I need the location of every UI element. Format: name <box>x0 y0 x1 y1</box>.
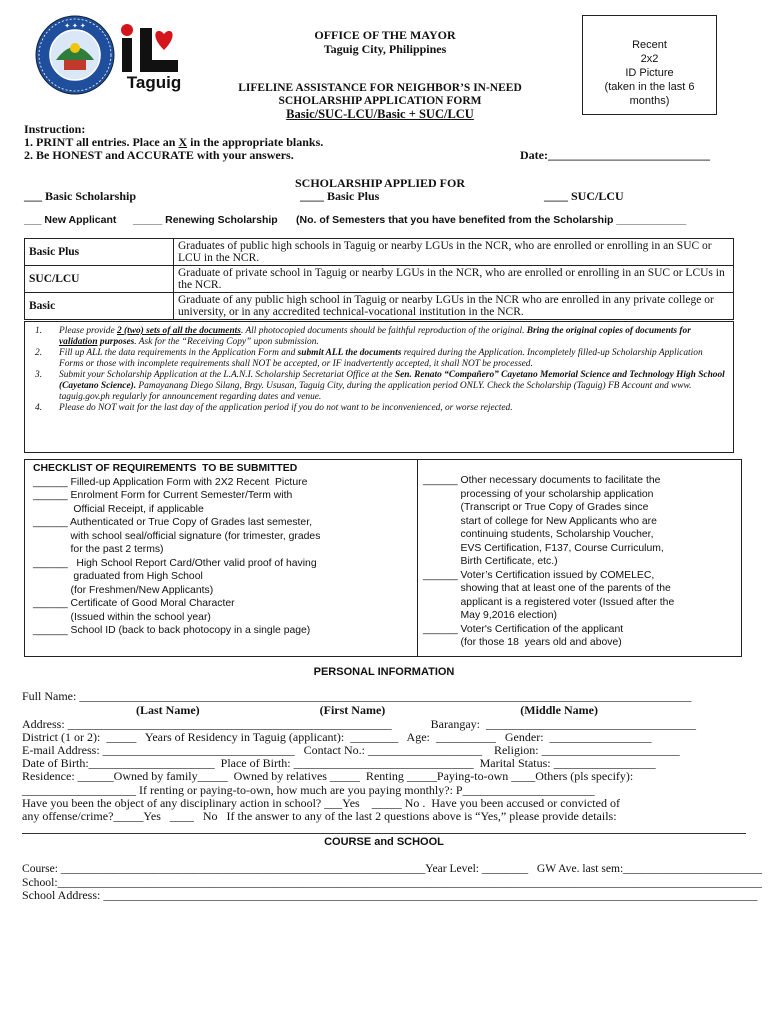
semesters-field[interactable]: (No. of Semesters that you have benefited from the Scholarship ____________ <box>296 214 687 226</box>
date-field[interactable]: Date:___________________________ <box>520 148 710 162</box>
table-row <box>25 239 734 266</box>
checklist-item: applicant is a registered voter (Issued after the <box>423 596 675 608</box>
checklist-item[interactable]: ______ Filled-up Application Form with 2X2 Recent Picture <box>33 476 308 488</box>
instruction-2: 2. Be HONEST and ACCURATE with your answers. Date:___________________________ <box>24 148 710 162</box>
type-description: Graduates of public high schools in Taguig or nearby LGUs in the NCR, who are enrolled or enrolling in an SUC or LCU in the NCR. <box>174 239 734 266</box>
city-seal-logo <box>34 14 116 96</box>
form-field-row[interactable]: ___________________ If renting or paying-to-own, how much are you paying monthly?: P______________________ <box>22 783 595 797</box>
type-label: SUC/LCU <box>25 266 174 293</box>
note-item: 2. Fill up ALL the data requirements in the Application Form and submit ALL the documents required during the Application. Incompletely filled-up Scholarship Application Forms or those with incomplete requirements shall NOT be accepted, or IF inadvertently accepted, it shall NOT be processed. <box>35 348 703 369</box>
type-description: Graduate of any public high school in Taguig or nearby LGUs in the NCR who are enrolled in any private college or university, or in any accredited technical-vocational institution in the NCR. <box>174 293 734 320</box>
renewing-option[interactable]: _____ Renewing Scholarship <box>133 214 278 226</box>
id-picture-box <box>582 15 717 115</box>
suc-lcu-option[interactable]: ____ SUC/LCU <box>544 189 624 203</box>
checklist-left-column <box>33 462 418 638</box>
instructions <box>24 123 744 162</box>
table-row <box>25 266 734 293</box>
scholarship-types-table <box>24 238 734 320</box>
checklist-item[interactable]: ______ Enrolment Form for Current Semester/Term with <box>33 490 293 501</box>
requirements-checklist <box>24 459 742 657</box>
office-name: OFFICE OF THE MAYOR <box>314 28 456 42</box>
logo-text: Taguig <box>126 73 182 92</box>
form-field-row[interactable]: Date of Birth:_____________________ Place of Birth: ______________________________ Marital Status: _________________ <box>22 756 656 770</box>
checklist-item: (for those 18 years old and above) <box>423 637 622 648</box>
note-item: 3. Submit your Scholarship Application at the L.A.N.I. Scholarship Secretariat Office at the Sen. Renato “Compañero” Cayetano Memorial Science and Technology High School (Cayetano Science). Pamayanang Diego Silang, Brgy. Ususan, Taguig City, during the application period ONLY. Check the Scholarship (Taguig) FB Account and www. taguig.gov.ph regularly for announcement regarding dates and venue. <box>35 370 725 402</box>
form-field-row[interactable]: Address: ______________________________________________________ Barangay: ___________________________________ <box>22 717 696 731</box>
checklist-divider <box>417 460 418 656</box>
course-school-title: COURSE and SCHOOL <box>324 836 444 848</box>
checklist-item: processing of your scholarship application <box>423 488 654 500</box>
checklist-item[interactable]: ______ Voter’s Certification issued by COMELEC, <box>423 569 655 581</box>
checklist-item: May 9,2016 election) <box>423 610 557 621</box>
program-name: LIFELINE ASSISTANCE FOR NEIGHBOR’S IN-NEED <box>238 82 522 94</box>
checklist-title: CHECKLIST OF REQUIREMENTS TO BE SUBMITTED <box>33 463 298 474</box>
checklist-item: continuing students, Scholarship Voucher, <box>423 529 654 540</box>
photo-line: Recent <box>632 39 667 51</box>
form-field-row[interactable]: District (1 or 2): _____ Years of Residency in Taguig (applicant): ________ Age: __________ Gender: _________________ <box>22 730 652 744</box>
checklist-item: Official Receipt, if applicable <box>33 503 204 515</box>
checklist-item: with school seal/official signature (for trimester, grades <box>33 530 321 542</box>
form-field-row[interactable]: E-mail Address: ________________________________ Contact No.: ___________________ Religion: _______________________ <box>22 743 680 757</box>
section-divider <box>22 833 746 834</box>
checklist-item[interactable]: ______ School ID (back to back photocopy in a single page) <box>33 625 311 636</box>
checklist-item[interactable]: ______ Certificate of Good Moral Character <box>33 598 235 609</box>
checklist-right-column <box>423 474 738 650</box>
form-field-row[interactable]: Have you been the object of any disciplinary action in school? ___Yes _____ No . Have you been accused or convicted of <box>22 796 620 810</box>
instructions-heading: Instruction: <box>24 122 86 136</box>
seal-text: ✦ ✦ ✦ <box>64 23 86 30</box>
form-field-row[interactable]: Course: _______________________________________________________________Year Level: ________ GW Ave. last sem:________________________ <box>22 861 763 875</box>
checklist-item: EVS Certification, F137, Course Curriculum, <box>423 542 664 554</box>
basic-plus-option[interactable]: ____ Basic Plus <box>300 189 380 203</box>
instruction-1: 1. PRINT all entries. Place an X in the appropriate blanks. <box>24 135 324 149</box>
type-label: Basic Plus <box>25 239 174 266</box>
form-field-row[interactable]: School:_________________________________________________________________________________________________________________________ <box>22 875 762 889</box>
photo-line: months) <box>629 95 670 107</box>
checklist-item: graduated from High School <box>33 571 203 582</box>
form-title <box>200 82 560 121</box>
form-field-row[interactable]: School Address: _____________________________________________________________________________________________________________ <box>22 888 758 902</box>
checklist-item: for the past 2 terms) <box>33 544 164 555</box>
checklist-item: (Issued within the school year) <box>33 611 211 623</box>
checklist-item: showing that at least one of the parents of the <box>423 583 671 594</box>
basic-scholarship-option[interactable]: ___ Basic Scholarship <box>24 189 137 203</box>
name-caption-row: (Last Name) (First Name) (Middle Name) <box>22 703 598 717</box>
checklist-item: Birth Certificate, etc.) <box>423 556 558 567</box>
checklist-item[interactable]: ______ Voter's Certification of the applicant <box>423 623 624 635</box>
city-name: Taguig City, Philippines <box>323 42 447 56</box>
type-description: Graduate of private school in Taguig or nearby LGUs in the NCR, who are enrolled or enrolling in an SUC or LCUs in the NCR. <box>174 266 734 293</box>
checklist-item: start of college for New Applicants who are <box>423 515 657 527</box>
form-field-row[interactable]: Residence: ______Owned by family_____ Owned by relatives _____ Renting _____Paying-to-own ____Others (pls specify): <box>22 769 634 783</box>
photo-line: (taken in the last 6 <box>604 81 695 93</box>
checklist-item: (Transcript or True Copy of Grades since <box>423 502 649 513</box>
checklist-item: (for Freshmen/New Applicants) <box>33 584 214 596</box>
form-field-row[interactable]: any offense/crime?_____Yes ____ No If the answer to any of the last 2 questions above is “Yes,” please provide details: <box>22 809 617 823</box>
form-variant: Basic/SUC-LCU/Basic + SUC/LCU <box>286 107 474 121</box>
type-label: Basic <box>25 293 174 320</box>
checklist-item[interactable]: ______ Other necessary documents to facilitate the <box>423 475 661 486</box>
note-item: 4. Please do NOT wait for the last day of the application period if you do not want to be inconvenienced, or worse rejected. <box>35 403 513 413</box>
scholarship-applied-title: SCHOLARSHIP APPLIED FOR <box>294 176 466 190</box>
checklist-item[interactable]: ______ Authenticated or True Copy of Grades last semester, <box>33 517 312 528</box>
new-applicant-option[interactable]: ___ New Applicant <box>24 214 117 226</box>
table-row <box>25 293 734 320</box>
i-love-taguig-logo <box>118 22 190 92</box>
checklist-item[interactable]: ______ High School Report Card/Other valid proof of having <box>33 557 317 569</box>
photo-line: 2x2 <box>640 53 659 65</box>
office-header <box>240 28 530 56</box>
note-item: 1. Please provide 2 (two) sets of all the documents. All photocopied documents should be faithful reproduction of the original. Bring the original copies of documents for validation purposes. Ask for the “Receiving Copy” upon submission. <box>35 326 691 347</box>
form-name: SCHOLARSHIP APPLICATION FORM <box>278 95 482 107</box>
application-notes <box>24 321 734 453</box>
photo-line: ID Picture <box>625 67 674 79</box>
form-field-row[interactable]: Full Name: ______________________________________________________________________________________________________ <box>22 689 692 703</box>
personal-info-title: PERSONAL INFORMATION <box>313 666 455 678</box>
